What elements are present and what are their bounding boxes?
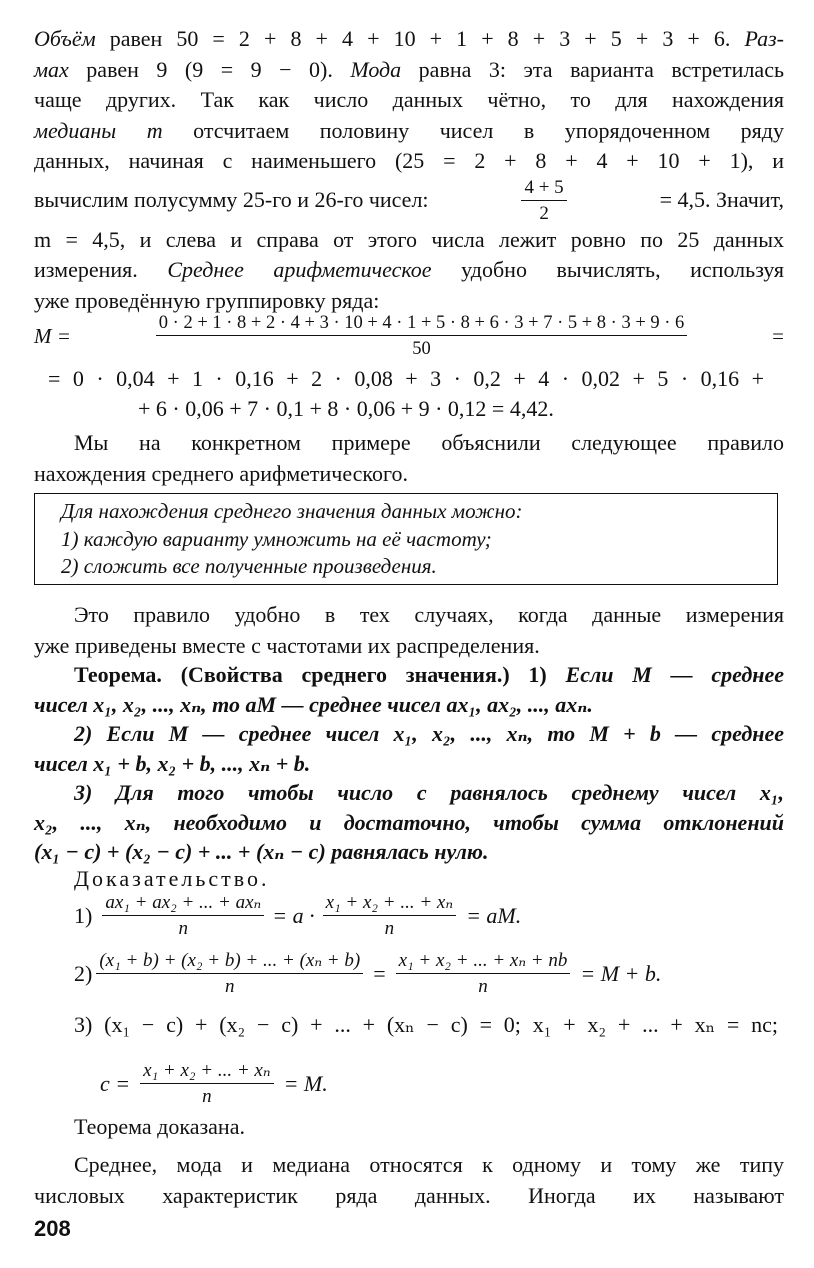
- text-span: равна 3: эта варианта встретилась: [401, 56, 784, 82]
- theorem: [34, 660, 784, 867]
- fraction-numerator: x₁ + x₂ + ... + xₙ: [140, 1060, 273, 1084]
- rule-line: 1) каждую варианту умножить на её частоту;: [61, 526, 492, 551]
- rule-line: 2) сложить все полученные произведения.: [61, 554, 437, 578]
- term-range-part: мах: [34, 56, 69, 82]
- formula-line: + 6 · 0,06 + 7 · 0,1 + 8 · 0,06 + 9 · 0,12 = 4,42.: [138, 396, 554, 421]
- text-span: отсчитаем половину чисел в упорядоченном ряду: [162, 117, 784, 143]
- text-line: Это правило удобно в тех случаях, когда данные измерения: [74, 602, 784, 627]
- equals-sign: =: [772, 323, 784, 348]
- fraction-denominator: n: [478, 976, 488, 997]
- paragraph-characteristics: [34, 1150, 784, 1211]
- proof-end: Теорема доказана.: [74, 1114, 245, 1139]
- theorem-line: чисел x₁, x₂, ..., xₙ, то aM — среднее чисел ax₁, ax₂, ..., axₙ.: [34, 691, 593, 717]
- paragraph-rule-usage: [34, 600, 784, 661]
- term-range-part: Раз-: [744, 26, 784, 51]
- theorem-line: 3) Для того чтобы число c равнялось среднему чисел x₁,: [74, 780, 784, 805]
- fraction-numerator: ax₁ + ax₂ + ... + axₙ: [102, 892, 264, 916]
- paragraph-intro: [34, 24, 784, 316]
- proof-step-4: [100, 1060, 328, 1108]
- text-line: данных, начиная с наименьшего (25 = 2 + 8 + 4 + 10 + 1), и: [34, 148, 784, 173]
- formula-line: = 0 · 0,04 + 1 · 0,16 + 2 · 0,08 + 3 · 0,2 + 4 · 0,02 + 5 · 0,16 +: [48, 366, 764, 391]
- text-line: уже проведённую группировку ряда:: [34, 287, 380, 313]
- text-line: [34, 255, 784, 286]
- proof-step-2: [74, 950, 661, 998]
- step-label: 1): [74, 903, 93, 928]
- rule-line: Для нахождения среднего значения данных можно:: [61, 499, 523, 523]
- fraction-denominator: n: [225, 976, 235, 997]
- fraction-denominator: 2: [539, 202, 549, 224]
- page-number: 208: [34, 1216, 71, 1241]
- fraction-mean: [156, 312, 688, 360]
- formula-mean: [34, 312, 784, 360]
- equals-sign: =: [373, 961, 386, 986]
- text-line: m = 4,5, и слева и справа от этого числа лежит ровно по 25 данных: [34, 226, 784, 252]
- fraction: [102, 892, 264, 940]
- term-mode: Мода: [350, 56, 402, 82]
- text-span: = a ·: [272, 903, 315, 928]
- fraction-numerator: x₁ + x₂ + ... + xₙ + nb: [396, 950, 571, 974]
- text-line: чаще других. Так как число данных чётно, то для нахождения: [34, 87, 784, 112]
- theorem-line: x₂, ..., xₙ, необходимо и достаточно, чтобы сумма отклонений: [34, 809, 784, 835]
- text-span: удобно вычислять, используя: [431, 257, 784, 282]
- term-volume: Объём: [34, 26, 96, 51]
- text-line: нахождения среднего арифметического.: [34, 460, 408, 486]
- text-span: Если M — среднее: [565, 662, 784, 687]
- rule-box: [34, 493, 778, 585]
- proof-title: Доказательство.: [74, 866, 270, 891]
- fraction-numerator: (x₁ + b) + (x₂ + b) + ... + (xₙ + b): [96, 950, 363, 974]
- text-line: уже приведены вместе с частотами их распределения.: [34, 632, 540, 658]
- proof-step-3: 3) (x₁ − c) + (x₂ − c) + ... + (xₙ − c) = 0; x₁ + x₂ + ... + xₙ = nc;: [74, 1012, 778, 1037]
- text-span: равен 50 = 2 + 8 + 4 + 10 + 1 + 8 + 3 + 5 + 3 + 6.: [95, 26, 745, 51]
- fraction-numerator: x₁ + x₂ + ... + xₙ: [323, 892, 456, 916]
- theorem-line: (x₁ − c) + (x₂ − c) + ... + (xₙ − c) равнялась нулю.: [34, 839, 489, 864]
- fraction: [140, 1060, 273, 1108]
- text-line: числовых характеристик ряда данных. Иногда их называют: [34, 1182, 784, 1208]
- fraction-numerator: 0 · 2 + 1 · 8 + 2 · 4 + 3 · 10 + 4 · 1 + 5 · 8 + 6 · 3 + 7 · 5 + 8 · 3 + 9 · 6: [156, 312, 688, 336]
- text-span: измерения.: [34, 257, 168, 282]
- theorem-line: 2) Если M — среднее чисел x₁, x₂, ..., xₙ, то M + b — среднее: [74, 721, 784, 746]
- paragraph-rule-intro: [34, 428, 784, 489]
- formula-lhs: M =: [34, 323, 71, 348]
- fraction-denominator: n: [202, 1086, 212, 1107]
- fraction-denominator: 50: [412, 339, 431, 359]
- theorem-line: [34, 660, 784, 690]
- fraction: [323, 892, 456, 940]
- text-line: Среднее, мода и медиана относятся к одному и тому же типу: [74, 1152, 784, 1177]
- text-span: = M.: [283, 1071, 328, 1096]
- fraction: [396, 950, 571, 998]
- text-span: вычислим полусумму 25-го и 26-го чисел:: [34, 187, 429, 213]
- fraction-numerator: 4 + 5: [521, 177, 566, 201]
- term-median: медианы m: [34, 117, 163, 143]
- fraction-denominator: n: [178, 918, 189, 939]
- text-span: c =: [100, 1071, 131, 1096]
- text-span: = 4,5. Значит,: [659, 187, 784, 213]
- theorem-line: чисел x₁ + b, x₂ + b, ..., xₙ + b.: [34, 750, 311, 776]
- text-line: [34, 55, 784, 86]
- text-line: [34, 24, 784, 55]
- proof-step-1: [74, 892, 521, 940]
- fraction-half-sum: [521, 177, 566, 225]
- theorem-heading: Теорема. (Свойства среднего значения.) 1): [74, 662, 566, 687]
- text-line: [34, 116, 784, 147]
- text-span: равен 9 (9 = 9 − 0).: [68, 56, 351, 82]
- term-arithmetic-mean: Среднее арифметическое: [167, 257, 432, 282]
- step-label: 2): [74, 961, 93, 986]
- text-span: = aM.: [466, 903, 522, 928]
- text-span: = M + b.: [580, 961, 662, 986]
- fraction-denominator: n: [384, 918, 395, 939]
- text-line-fraction: [34, 177, 784, 225]
- fraction: [96, 950, 363, 998]
- text-line: Мы на конкретном примере объяснили следующее правило: [74, 430, 784, 455]
